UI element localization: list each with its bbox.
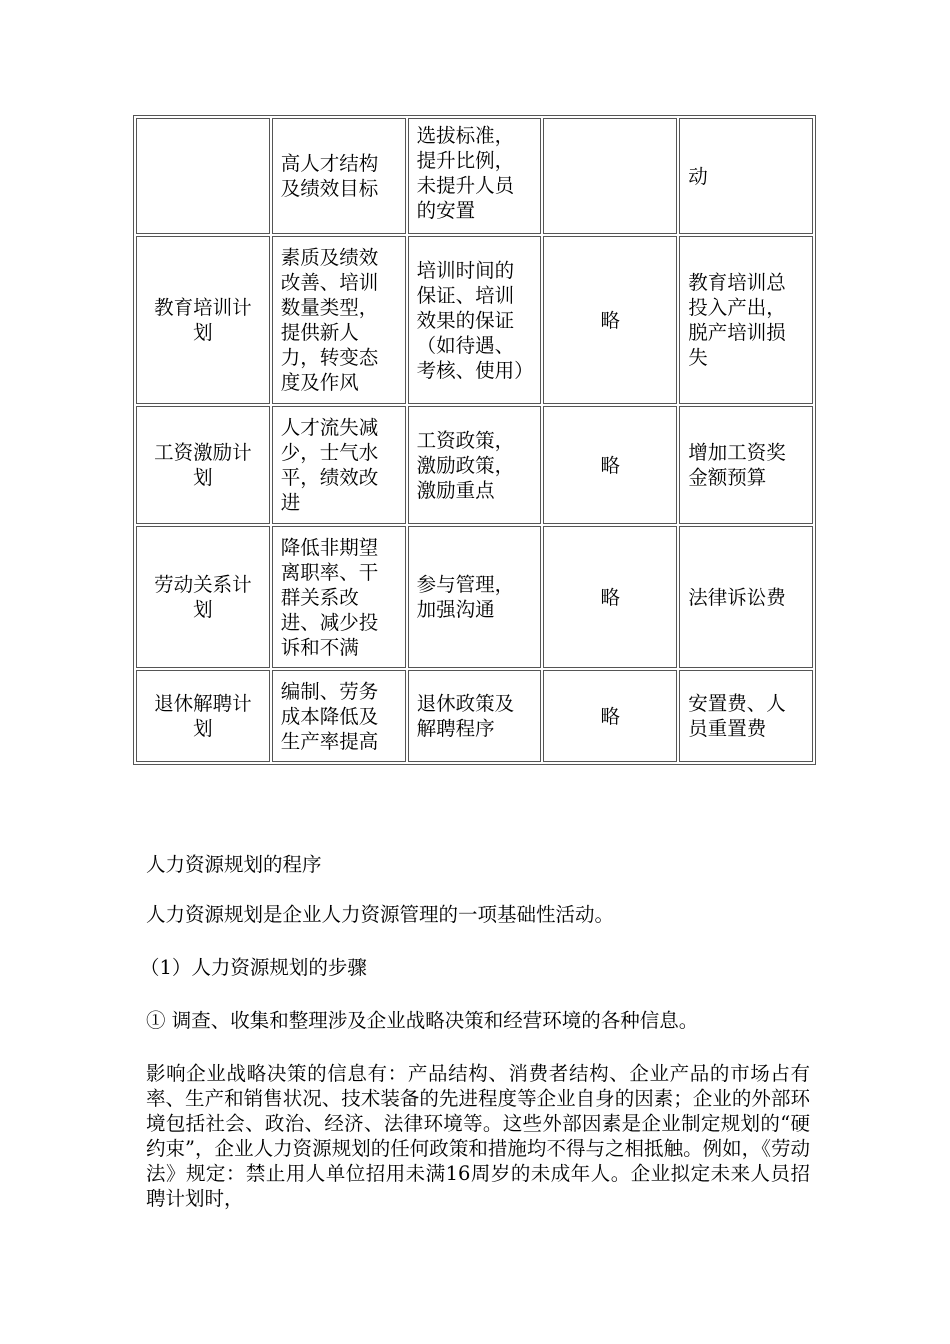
table-cell-goal: 素质及绩效改善、培训数量类型，提供新人力，转变态度及作风 (272, 236, 406, 404)
table-row (136, 670, 813, 762)
table-cell-policy: 参与管理，加强沟通 (408, 526, 542, 668)
table-cell-plan: 劳动关系计划 (136, 526, 270, 668)
table-cell-policy: 退休政策及解聘程序 (408, 670, 542, 762)
table-cell-budget: 增加工资奖金额预算 (679, 406, 813, 524)
table-row (136, 526, 813, 668)
table-cell-policy: 选拔标准，提升比例，未提升人员的安置 (408, 118, 542, 234)
table-row (136, 236, 813, 404)
table-cell-goal: 高人才结构及绩效目标 (272, 118, 406, 234)
table-cell-policy: 工资政策，激励政策，激励重点 (408, 406, 542, 524)
plan-table (133, 115, 816, 765)
section-heading: 人力资源规划的程序 (146, 853, 322, 876)
table-cell-goal: 降低非期望离职率、干群关系改进、减少投诉和不满 (272, 526, 406, 668)
table-cell-policy: 培训时间的保证、培训效果的保证（如待遇、考核、使用） (408, 236, 542, 404)
table-cell-budget: 法律诉讼费 (679, 526, 813, 668)
table-cell-plan: 教育培训计划 (136, 236, 270, 404)
table-cell-budget: 动 (679, 118, 813, 234)
table-cell-plan (136, 118, 270, 234)
table-cell-budget: 教育培训总投入产出，脱产培训损失 (679, 236, 813, 404)
intro-paragraph: 人力资源规划是企业人力资源管理的一项基础性活动。 (146, 903, 615, 926)
table-cell-goal: 人才流失减少，士气水平，绩效改进 (272, 406, 406, 524)
table-cell-steps (543, 118, 677, 234)
table-cell-goal: 编制、劳务成本降低及生产率提高 (272, 670, 406, 762)
table-cell-steps: 略 (543, 670, 677, 762)
step-one: ① 调查、收集和整理涉及企业战略决策和经营环境的各种信息。 (146, 1009, 699, 1032)
table-cell-steps: 略 (543, 526, 677, 668)
table-row (136, 406, 813, 524)
body-paragraph: 影响企业战略决策的信息有：产品结构、消费者结构、企业产品的市场占有率、生产和销售状况、技术装备的先进程度等企业自身的因素；企业的外部环境包括社会、政治、经济、法律环境等。这些外部因素是企业制定规划的“硬约束”，企业人力资源规划的任何政策和措施均不得与之相抵触。例如，《劳动法》规定：禁止用人单位招用未满16周岁的未成年人。企业拟定未来人员招聘计划时， (146, 1062, 810, 1210)
table-cell-budget: 安置费、人员重置费 (679, 670, 813, 762)
table-cell-plan: 退休解聘计划 (136, 670, 270, 762)
table-row (136, 118, 813, 234)
table-cell-steps: 略 (543, 236, 677, 404)
table-cell-steps: 略 (543, 406, 677, 524)
table-cell-plan: 工资激励计划 (136, 406, 270, 524)
step-title: （1）人力资源规划的步骤 (140, 956, 367, 979)
